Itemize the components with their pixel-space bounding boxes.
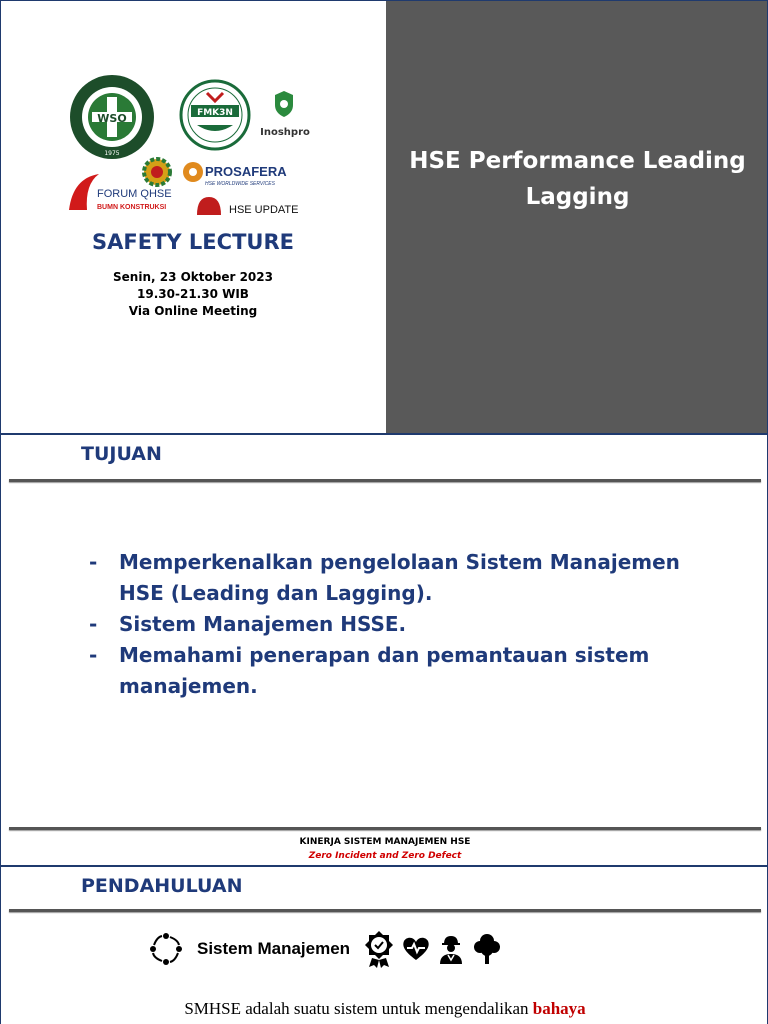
list-item-line: Sistem Manajemen HSSE. (119, 612, 407, 636)
slide-title: TUJUAN (81, 443, 162, 465)
list-item (89, 609, 689, 640)
svg-text:HSE WORLDWIDE SERVICES: HSE WORLDWIDE SERVICES (205, 181, 275, 187)
quality-badge-icon (362, 930, 396, 968)
list-item-line: Memahami penerapan dan pemantauan sistem (119, 643, 650, 667)
bullet-dash: - (89, 643, 98, 667)
svg-text:1975: 1975 (104, 150, 120, 157)
tree-icon (472, 933, 502, 965)
introduction-slide (0, 866, 768, 1024)
lecture-time: 19.30-21.30 WIB (137, 287, 249, 301)
fmk3n-logo (181, 81, 249, 149)
title-slide (0, 0, 768, 434)
hse-update-logo (197, 197, 298, 216)
management-system-row (149, 931, 508, 967)
heart-pulse-icon (402, 936, 430, 962)
svg-text:Inoshpro: Inoshpro (260, 127, 310, 138)
list-item (89, 640, 689, 702)
svg-text:HSE UPDATE: HSE UPDATE (229, 204, 299, 216)
smhse-definition-text: SMHSE adalah suatu sistem untuk mengendalikan (184, 999, 533, 1018)
list-item-line: HSE (Leading dan Lagging). (119, 581, 433, 605)
smhse-definition (1, 999, 768, 1019)
footer-divider (9, 827, 761, 830)
highlight-hazard: bahaya (532, 999, 586, 1018)
prosafera-logo (183, 162, 287, 187)
lecture-venue: Via Online Meeting (128, 304, 258, 318)
svg-text:BUMN KONSTRUKSI: BUMN KONSTRUKSI (97, 204, 167, 211)
sponsor-logos (67, 75, 317, 225)
presentation-title-line2: Lagging (525, 184, 630, 210)
list-item-line: manajemen. (119, 674, 258, 698)
footer-subtitle: Zero Incident and Zero Defect (308, 851, 462, 861)
inoshpro-logo (260, 91, 310, 138)
title-divider (9, 909, 761, 912)
list-item-line: Memperkenalkan pengelolaan Sistem Manajemen (119, 550, 680, 574)
title-divider (9, 479, 761, 482)
lecture-date: Senin, 23 Oktober 2023 (113, 270, 273, 284)
worker-icon (436, 934, 466, 964)
objectives-list (89, 547, 689, 702)
svg-text:WSO: WSO (97, 112, 127, 125)
management-system-label: Sistem Manajemen (197, 939, 351, 958)
svg-text:PROSAFERA: PROSAFERA (205, 164, 287, 179)
bullet-dash: - (89, 550, 98, 574)
lecture-title: SAFETY LECTURE (92, 230, 294, 254)
wso-logo (70, 75, 154, 159)
list-item (89, 547, 689, 609)
lecture-info (1, 269, 385, 320)
bullet-dash: - (89, 612, 98, 636)
cycle-icon (149, 932, 183, 966)
slide-title: PENDAHULUAN (81, 875, 243, 897)
svg-text:FORUM QHSE: FORUM QHSE (97, 188, 172, 200)
objectives-slide (0, 434, 768, 866)
title-slide-left-panel (1, 1, 385, 433)
title-slide-right-panel (386, 1, 768, 433)
gear-logo (144, 159, 170, 185)
presentation-title (386, 143, 768, 215)
footer-title: KINERJA SISTEM MANAJEMEN HSE (299, 837, 471, 847)
presentation-title-line1: HSE Performance Leading (409, 148, 746, 174)
svg-text:FMK3N: FMK3N (197, 108, 233, 118)
